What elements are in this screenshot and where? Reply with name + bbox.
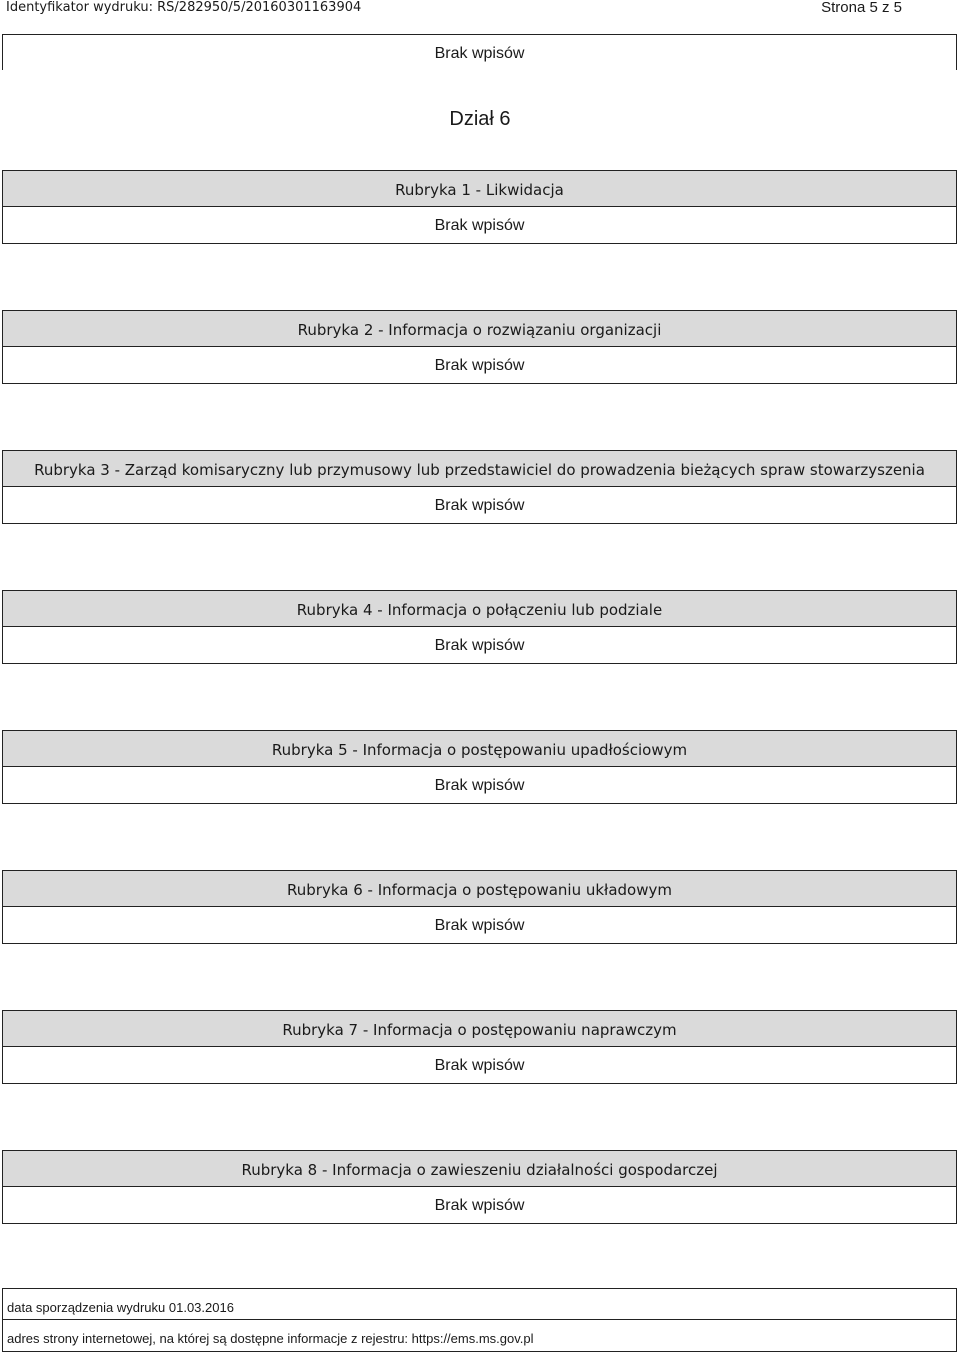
rubric-value: Brak wpisów xyxy=(3,347,956,383)
rubric-8 xyxy=(2,1150,957,1224)
print-identifier: Identyfikator wydruku: RS/282950/5/20160301163904 xyxy=(6,0,362,15)
print-footer xyxy=(2,1288,957,1352)
rubric-7 xyxy=(2,1010,957,1084)
no-entries-text: Brak wpisów xyxy=(3,35,956,71)
rubric-2 xyxy=(2,310,957,384)
rubric-title: Rubryka 4 - Informacja o połączeniu lub podziale xyxy=(3,591,956,627)
rubric-title: Rubryka 6 - Informacja o postępowaniu układowym xyxy=(3,871,956,907)
rubric-4 xyxy=(2,590,957,664)
rubric-1 xyxy=(2,170,957,244)
previous-section-box xyxy=(2,34,957,70)
rubric-value: Brak wpisów xyxy=(3,627,956,663)
rubric-value: Brak wpisów xyxy=(3,907,956,943)
rubric-value: Brak wpisów xyxy=(3,207,956,243)
rubric-5 xyxy=(2,730,957,804)
rubric-title: Rubryka 5 - Informacja o postępowaniu upadłościowym xyxy=(3,731,956,767)
rubric-3 xyxy=(2,450,957,524)
rubric-value: Brak wpisów xyxy=(3,1187,956,1223)
rubric-6 xyxy=(2,870,957,944)
rubric-value: Brak wpisów xyxy=(3,767,956,803)
rubric-title: Rubryka 8 - Informacja o zawieszeniu działalności gospodarczej xyxy=(3,1151,956,1187)
page-number: Strona 5 z 5 xyxy=(821,0,902,16)
registry-address: adres strony internetowej, na której są dostępne informacje z rejestru: https://ems.ms.gov.pl xyxy=(7,1331,534,1346)
rubric-title: Rubryka 3 - Zarząd komisaryczny lub przymusowy lub przedstawiciel do prowadzenia bieżących spraw stowarzyszenia xyxy=(3,451,956,487)
rubric-value: Brak wpisów xyxy=(3,487,956,523)
rubric-title: Rubryka 7 - Informacja o postępowaniu naprawczym xyxy=(3,1011,956,1047)
section-title: Dział 6 xyxy=(449,108,511,130)
rubric-title: Rubryka 1 - Likwidacja xyxy=(3,171,956,207)
print-date: data sporządzenia wydruku 01.03.2016 xyxy=(3,1289,956,1320)
rubric-title: Rubryka 2 - Informacja o rozwiązaniu organizacji xyxy=(3,311,956,347)
rubric-value: Brak wpisów xyxy=(3,1047,956,1083)
